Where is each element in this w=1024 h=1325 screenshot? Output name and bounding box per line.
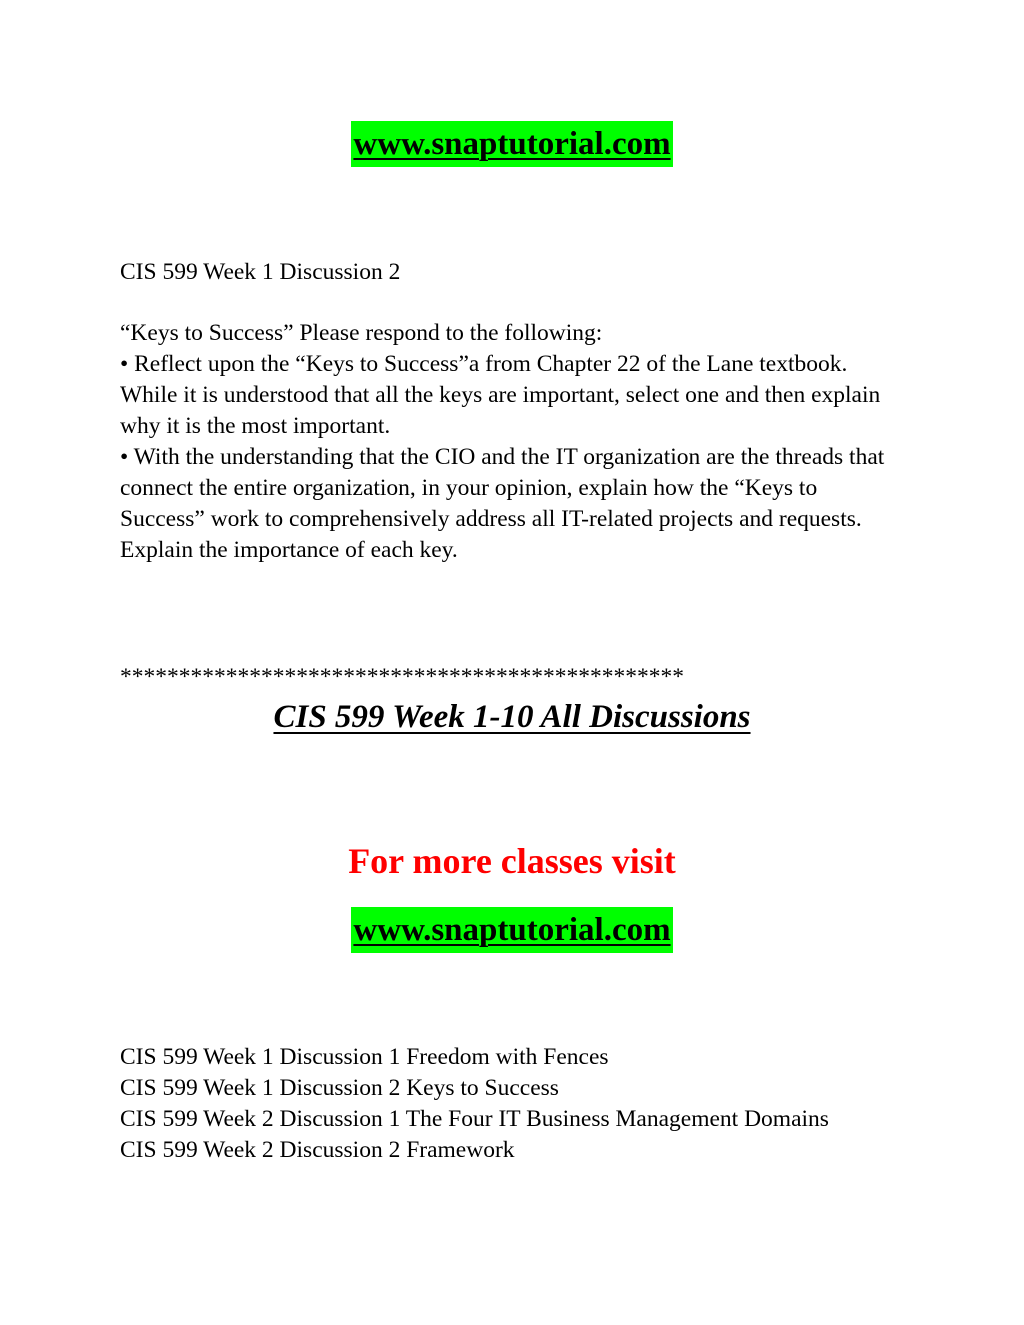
discussion-title: CIS 599 Week 1 Discussion 2 <box>120 259 401 285</box>
discussion-title-block <box>120 257 900 288</box>
top-site-link[interactable]: www.snaptutorial.com <box>351 121 672 167</box>
bottom-site-link[interactable]: www.snaptutorial.com <box>351 907 672 953</box>
list-item: CIS 599 Week 1 Discussion 2 Keys to Success <box>120 1075 559 1101</box>
visit-heading-row <box>0 838 1024 884</box>
section-title-row <box>0 694 1024 740</box>
prompt-line: “Keys to Success” Please respond to the following: <box>120 320 603 346</box>
list-item: CIS 599 Week 2 Discussion 1 The Four IT Business Management Domains <box>120 1106 829 1132</box>
visit-heading: For more classes visit <box>348 841 676 881</box>
list-item: CIS 599 Week 1 Discussion 1 Freedom with Fences <box>120 1044 609 1070</box>
prompt-bullet-2: • With the understanding that the CIO and the IT organization are the threads that connect the entire organization, in your opinion, explain how the “Keys to Success” work to comprehensively address all IT-related projects and requests. Explain the importance of each key. <box>120 444 885 563</box>
bottom-link-row <box>0 907 1024 953</box>
separator-stars: ************************************************ <box>120 664 684 690</box>
top-link-row <box>0 121 1024 167</box>
discussion-prompt-block <box>120 318 890 566</box>
section-title[interactable]: CIS 599 Week 1-10 All Discussions <box>273 699 751 735</box>
discussion-list <box>120 1042 900 1166</box>
prompt-bullet-1: • Reflect upon the “Keys to Success”a from Chapter 22 of the Lane textbook. While it is understood that all the keys are important, select one and then explain why it is the most important. <box>120 351 881 439</box>
list-item: CIS 599 Week 2 Discussion 2 Framework <box>120 1137 515 1163</box>
